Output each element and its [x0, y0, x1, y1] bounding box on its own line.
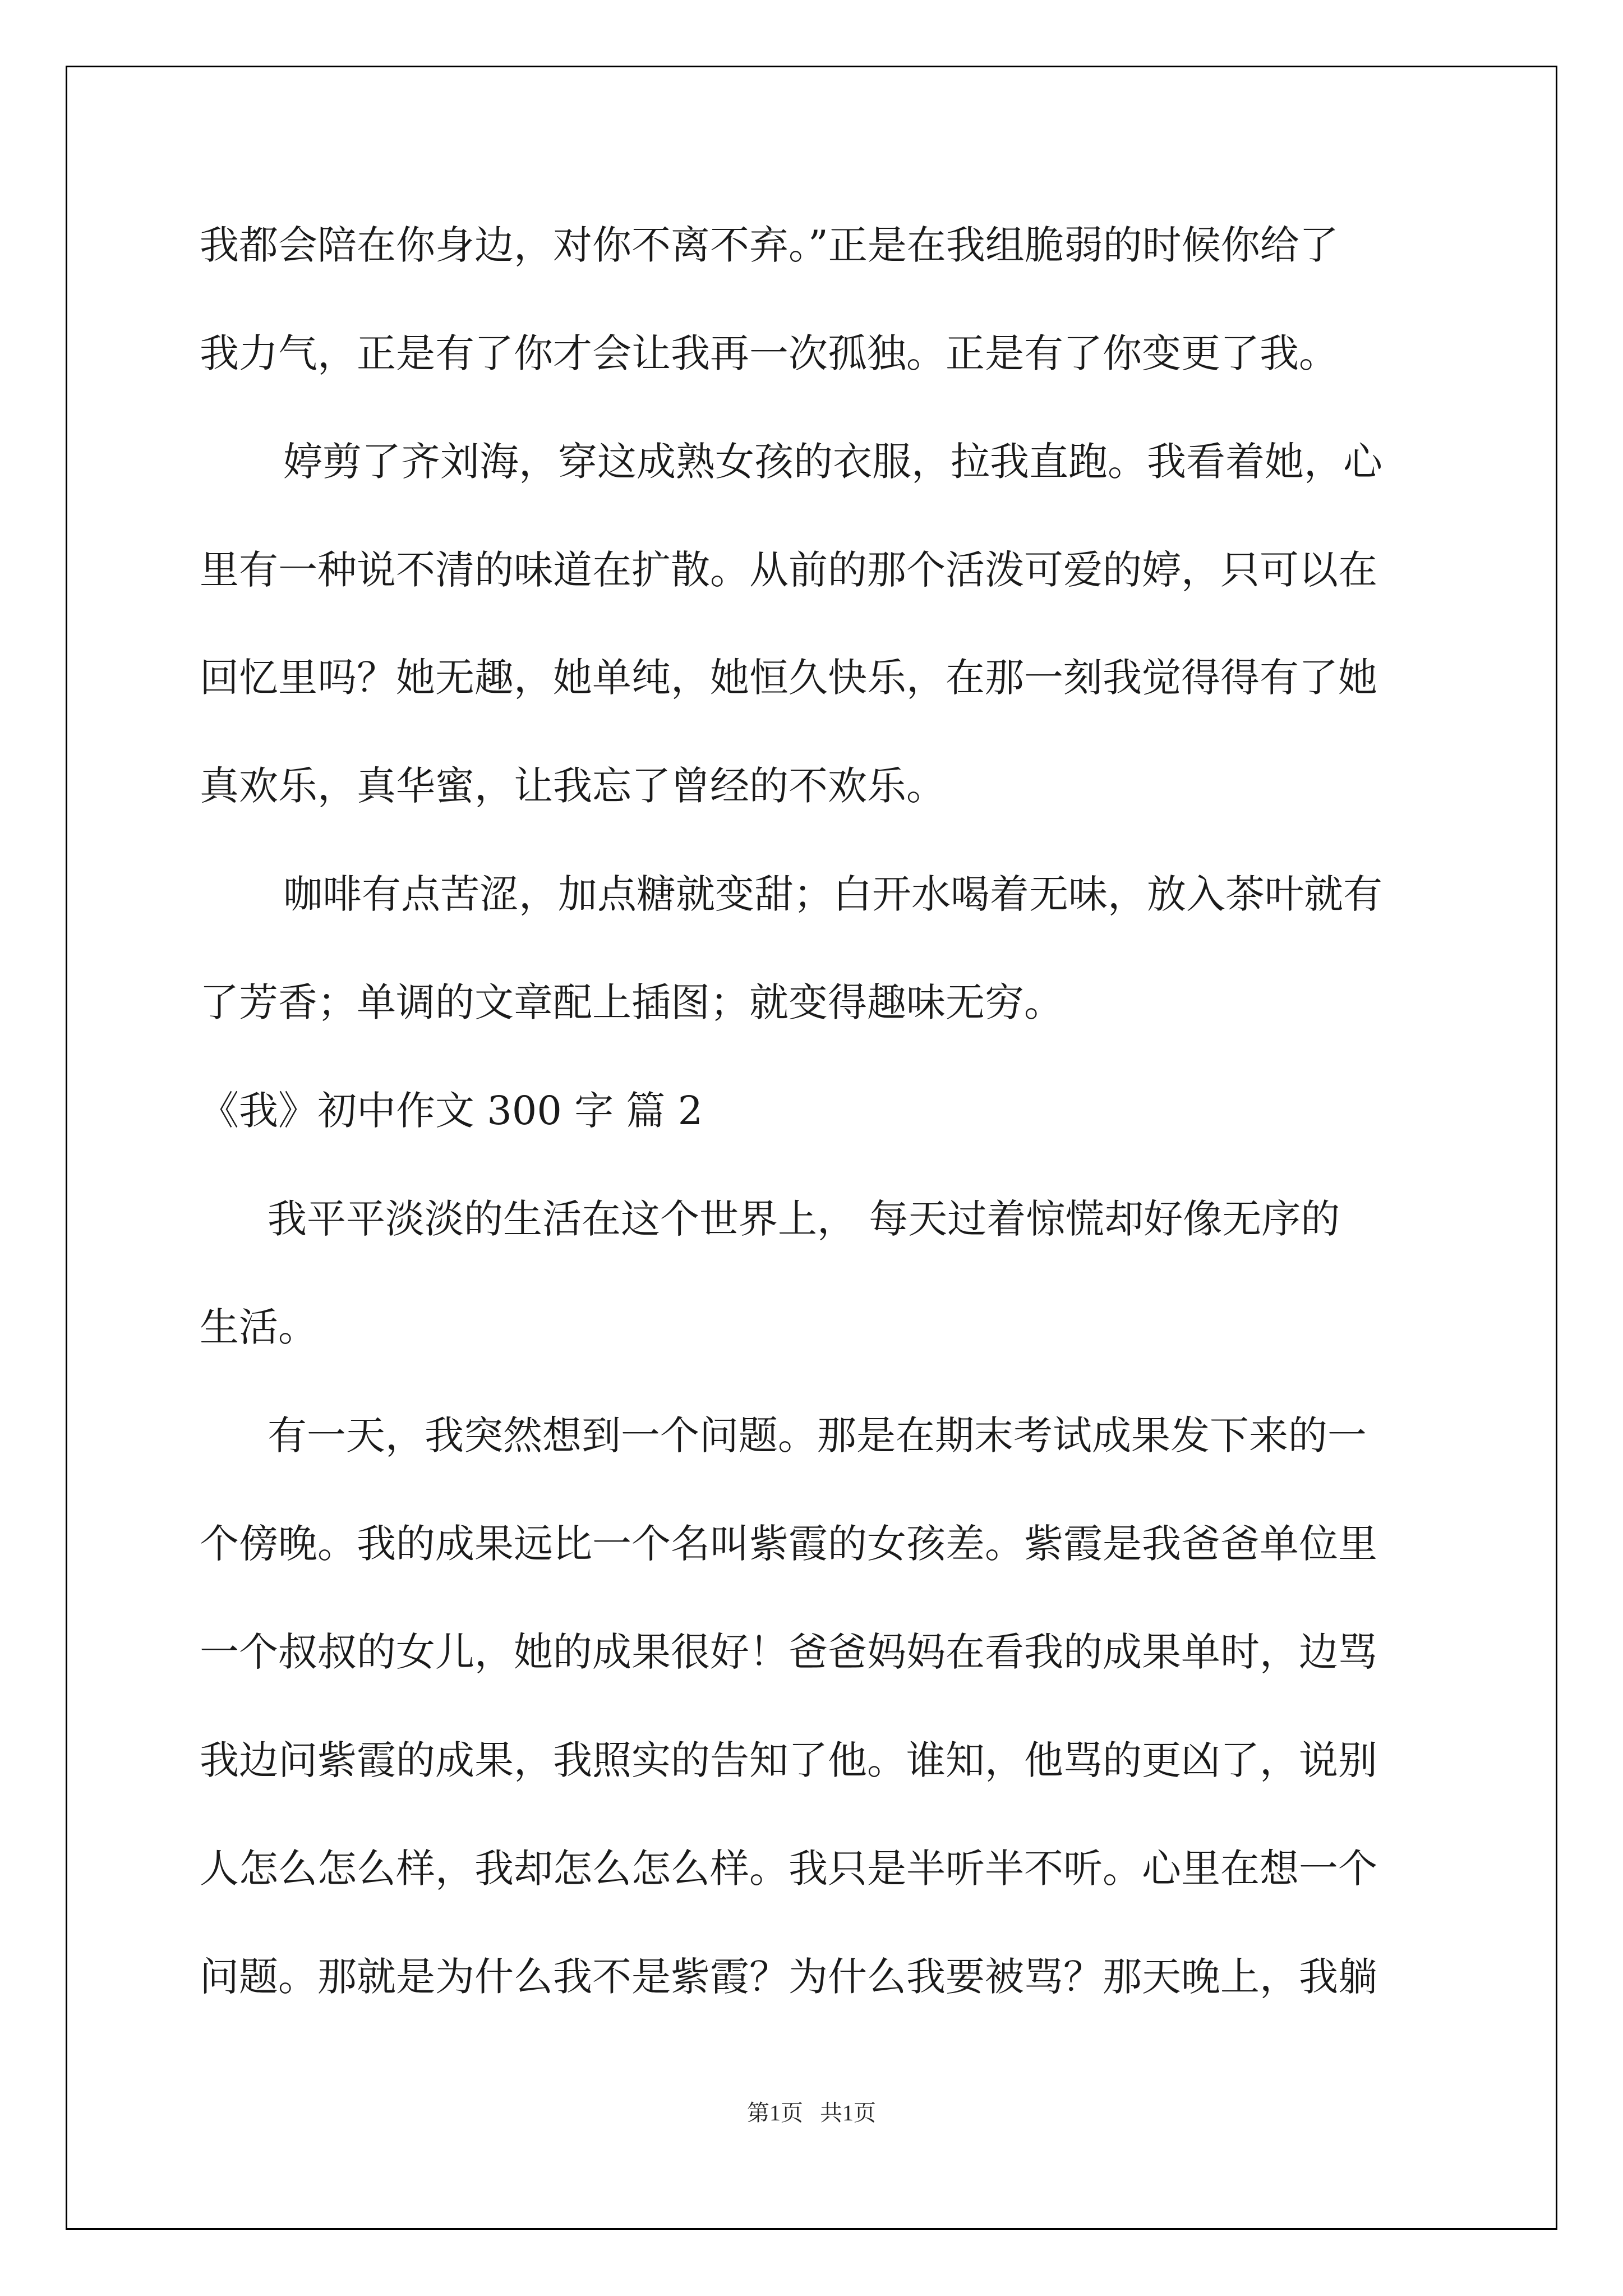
text-line: 人怎么怎么样，我却怎么怎么样。我只是半听半不听。心里在想一个	[200, 1846, 1377, 1892]
text-line: 个傍晚。我的成果远比一个名叫紫霞的女孩差。紫霞是我爸爸单位里	[200, 1521, 1377, 1567]
text-line: 有一天，我突然想到一个问题。那是在期末考试成果发下来的一	[268, 1412, 1367, 1458]
text-line: 真欢乐，真华蜜，让我忘了曾经的不欢乐。	[200, 763, 946, 809]
text-line: 问题。那就是为什么我不是紫霞？为什么我要被骂？那天晚上，我躺	[200, 1954, 1377, 2000]
text-line: 我都会陪在你身边，对你不离不弃。”正是在我组脆弱的时候你给了	[200, 222, 1339, 268]
text-line: 婷剪了齐刘海，穿这成熟女孩的衣服，拉我直跑。我看着她，心	[283, 439, 1382, 485]
page-footer: 第1页 共1页	[747, 2100, 876, 2125]
text-line: 我平平淡淡的生活在这个世界上， 每天过着惊慌却好像无序的	[268, 1196, 1340, 1242]
section-heading: 《我》初中作文 300 字 篇 2	[200, 1088, 703, 1134]
text-line: 生活。	[200, 1304, 317, 1350]
text-line: 我边问紫霞的成果，我照实的告知了他。谁知，他骂的更凶了，说别	[200, 1737, 1377, 1783]
text-line: 咖啡有点苦涩，加点糖就变甜；白开水喝着无味，放入茶叶就有	[283, 871, 1382, 917]
text-line: 回忆里吗？她无趣，她单纯，她恒久快乐，在那一刻我觉得得有了她	[200, 655, 1377, 701]
text-line: 一个叔叔的女儿，她的成果很好！爸爸妈妈在看我的成果单时，边骂	[200, 1629, 1377, 1675]
page-frame	[66, 66, 1557, 2230]
text-line: 了芳香；单调的文章配上插图；就变得趣味无穷。	[200, 979, 1063, 1025]
text-line: 里有一种说不清的味道在扩散。从前的那个活泼可爱的婷，只可以在	[200, 547, 1377, 593]
text-line: 我力气，正是有了你才会让我再一次孤独。正是有了你变更了我。	[200, 330, 1338, 376]
